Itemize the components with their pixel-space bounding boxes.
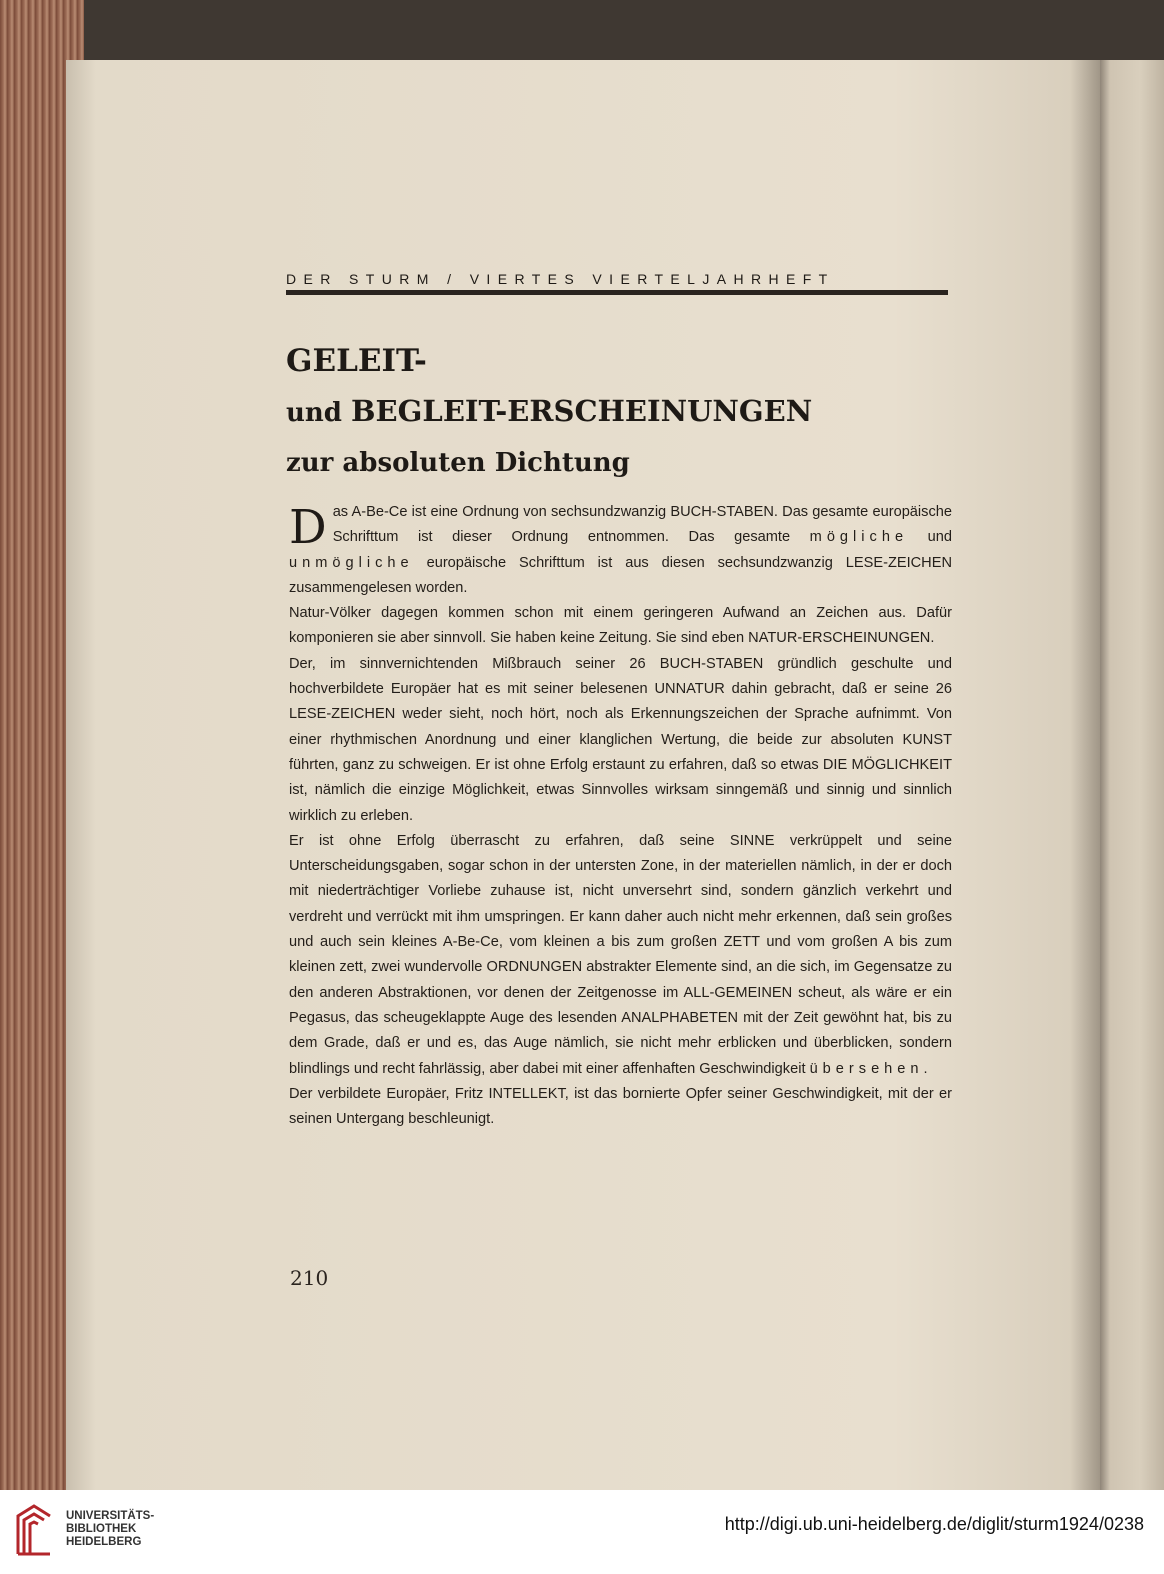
running-head: DER STURM / VIERTES VIERTELJAHRHEFT [286,271,835,287]
article-body [289,500,952,1132]
library-name [66,1510,154,1549]
drop-cap: D [289,500,327,555]
paragraph-3: Der, im sinnvernichtenden Mißbrauch seiner 26 BUCH-STABEN gründlich geschulte und hochverbildete Europäer hat es mit seiner belesenen UNNATUR dahin gebracht, daß er seine 26 LESE-ZEICHEN weder sieht, noch hört, noch als Erkennungszeichen der Sprache aufnimmt. Von einer rhythmischen Anordnung und einer klanglichen Wertung, die beide zur absoluten KUNST führten, ganz zu schweigen. Er ist ohne Erfolg erstaunt zu erfahren, daß so etwas DIE MÖGLICHKEIT ist, nämlich die einzige Möglichkeit, etwas Sinnvolles wirksam sinngemäß und sinnig und sinnlich wirklich zu erleben. [289,655,952,824]
university-library-logo-icon [14,1502,54,1558]
paragraph-4 [289,829,952,1082]
library-name-line-2: BIBLIOTHEK [66,1523,137,1535]
paragraph-text: und [908,529,952,546]
paragraph-text: Er ist ohne Erfolg überrascht zu erfahren, daß seine SINNE verkrüppelt und seine Unterscheidungsgaben, sogar schon in der untersten Zone, in der materiellen nämlich, in der er doch mit niederträchtiger Vorliebe zuhause ist, nicht unversehrt sind, sondern gänzlich verkehrt und verdreht und verrückt mit ihm umspringen. Er kann daher auch nicht mehr erkennen, daß sein großes und auch sein kleines A-Be-Ce, vom kleinen a bis zum großen ZETT und vom großen A bis zum kleinen zett, zwei wundervolle ORDNUNGEN abstrakter Elemente sind, an die sich, im Gegensatze zu den anderen Abstraktionen, vor denen der Zeitgenosse im ALL-GEMEINEN scheut, als wäre er ein Pegasus, das scheugeklappte Auge des lesenden ANALPHABETEN mit der Zeit gewöhnt hat, bis zu dem Grade, daß er und es, das Auge nämlich, sie nicht mehr erblicken und überblicken, sondern blindlings und recht fahrlässig, aber dabei mit einer affenhaften Geschwindigkeit [289,832,952,1077]
title-line-2 [286,386,906,438]
paragraph-text: . [923,1060,928,1077]
paragraph-2: Natur-Völker dagegen kommen schon mit einem geringeren Aufwand an Zeichen aus. Dafür komponieren sie aber sinnvoll. Sie haben keine Zeitung. Sie sind eben NATUR-ERSCHEINUNGEN. [289,605,952,647]
paragraph-5: Der verbildete Europäer, Fritz INTELLEKT, ist das bornierte Opfer seiner Geschwindigkeit, mit der er seinen Untergang beschleunigt. [289,1085,952,1128]
paragraph-1 [289,500,952,601]
gutter-shadow [1070,60,1100,1490]
library-name-line-1: UNIVERSITÄTS- [66,1510,155,1522]
title-line-2-prefix: und [286,398,352,428]
spaced-word: unmögliche [289,554,414,571]
spaced-word: übersehen [809,1060,924,1077]
title-line-1: GELEIT- [286,343,427,379]
title-line-3: zur absoluten Dichtung [286,448,630,478]
library-name-line-3: HEIDELBERG [66,1536,142,1548]
viewer-footer [0,1490,1164,1574]
running-head-rule [286,290,948,295]
paragraph-text: as A-Be-Ce ist eine Ordnung von sechsundzwanzig BUCH-STABEN. Das gesamte europäische Schrifttum ist dieser Ordnung entnommen. Das gesamte [332,504,952,546]
article-title [286,336,906,488]
page-number: 210 [290,1266,329,1290]
permalink-url[interactable]: http://digi.ub.uni-heidelberg.de/diglit/sturm1924/0238 [724,1514,1144,1534]
title-line-2-main: BEGLEIT-ERSCHEINUNGEN [351,394,813,428]
paragraph-text: europäische Schrifttum ist aus diesen sechsundzwanzig LESE-ZEICHEN zusammengelesen worden. [289,554,952,596]
facing-page-edge [1100,60,1164,1490]
spaced-word: mögliche [809,529,909,546]
